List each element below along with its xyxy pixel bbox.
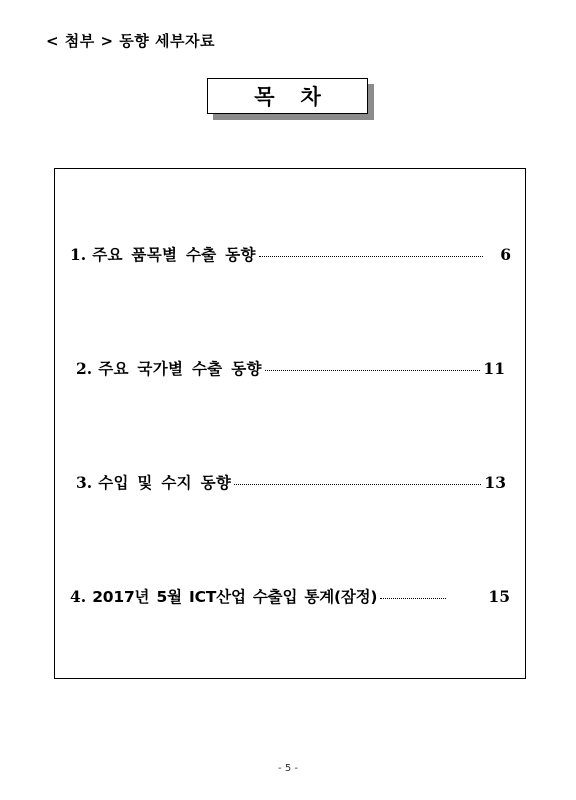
toc-entry-label: 주요 품목별 수출 동향 (92, 246, 256, 264)
toc-entry[interactable] (76, 471, 506, 493)
toc-entry-label: 2017년 5월 ICT산업 수출입 통계(잠정) (92, 588, 378, 606)
toc-entry-page: 15 (488, 586, 510, 606)
attachment-title: < 첨부 > 동향 세부자료 (46, 32, 215, 50)
toc-leader-dots (380, 598, 446, 599)
toc-entry-number: 2. (76, 358, 93, 378)
toc-entry[interactable] (70, 243, 511, 265)
toc-entry[interactable] (76, 357, 505, 379)
toc-leader-dots (265, 370, 481, 371)
toc-entry-number: 1. (70, 244, 87, 264)
toc-entry[interactable] (70, 585, 510, 607)
toc-entry-label: 주요 국가별 수출 동향 (98, 360, 262, 378)
toc-heading: 목차 (254, 85, 347, 109)
toc-entry-page: 6 (500, 244, 511, 264)
toc-leader-dots (234, 484, 481, 485)
page-number: - 5 - (278, 763, 298, 774)
toc-entry-number: 3. (76, 472, 93, 492)
toc-entry-page: 13 (484, 472, 506, 492)
toc-entry-label: 수입 및 수지 동향 (98, 474, 232, 492)
toc-leader-dots (259, 256, 483, 257)
toc-entry-page: 11 (483, 358, 505, 378)
toc-heading-box (207, 78, 368, 114)
toc-entry-number: 4. (70, 586, 87, 606)
